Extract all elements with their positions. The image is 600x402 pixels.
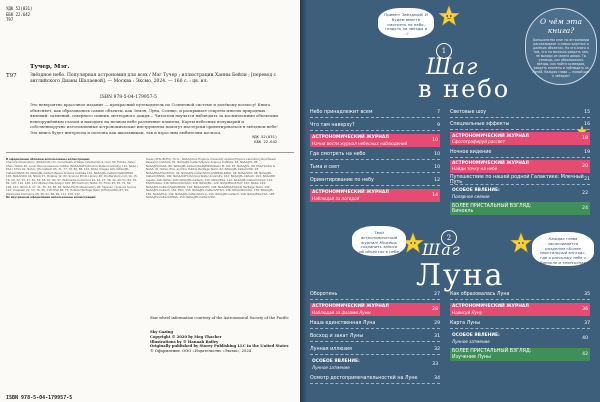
right-page-contents xyxy=(300,0,600,402)
toc-entry-heading: ОСОБОЕ ЯВЛЕНИЕ: xyxy=(312,359,360,365)
bbk-right-line: ББК 22.642 xyxy=(254,138,278,144)
chapter-2-title: Луна xyxy=(416,258,505,293)
toc-page-number: 35 xyxy=(584,292,590,297)
toc-entry-title: Оборотень xyxy=(310,292,338,297)
toc-entry-title: Осмотр достопримечательностей на Луне xyxy=(310,376,418,381)
about-title: О чём эта книга? xyxy=(539,17,583,35)
toc-page-number: 42 xyxy=(582,352,588,357)
about-book-box xyxy=(525,8,597,85)
toc-entry-heading: БОЛЕЕ ПРИСТАЛЬНЫЙ ВЗГЛЯД: xyxy=(452,203,532,209)
divider xyxy=(6,152,294,153)
toc-page-number: 12 xyxy=(434,178,440,183)
toc-entry-subtitle: Лунное затмение xyxy=(452,338,490,344)
toc-page-number: 40 xyxy=(582,336,588,341)
toc-page-number: 22 xyxy=(582,191,588,197)
toc-entry-heading: АСТРОНОМИЧЕСКИЙ ЖУРНАЛ xyxy=(312,190,389,196)
toc-page-number: 10 xyxy=(434,165,440,170)
toc-entry-subtitle: Нарисуй Луну xyxy=(452,309,483,315)
design-copyright-line: © Оформление. ООО «Издательство «Эксмо», 2024 xyxy=(150,349,252,354)
toc-entry-title xyxy=(452,188,500,198)
toc-entry xyxy=(450,160,590,173)
star-wheel-credit: Star wheel information courtesy of the Astronomical Society of the Pacific xyxy=(150,316,289,320)
author-code-line: Т97 xyxy=(6,17,14,22)
toc-entry-title xyxy=(452,134,529,144)
toc-entry xyxy=(310,150,440,160)
toc-entry-title xyxy=(452,161,529,171)
toc-entry xyxy=(310,189,440,202)
toc-entry-title: Где смотреть на небо xyxy=(310,152,366,157)
toc-entry-title xyxy=(312,304,389,314)
author-name: Тучер, Мэг. xyxy=(30,64,70,70)
toc-page-number: 14 xyxy=(432,193,438,198)
toc-entry xyxy=(310,121,440,131)
udk-block-right xyxy=(252,135,277,144)
toc-page-number: 24 xyxy=(582,206,588,212)
toc-entry-title: Лунная иллюзия xyxy=(310,347,352,352)
book-spine-shadow xyxy=(300,0,307,402)
toc-entry-title: Путешествие по нашей родной Галактике: Млечный Путь xyxy=(450,174,584,185)
toc-entry xyxy=(310,108,440,118)
toc-page-number: 16 xyxy=(584,122,590,128)
toc-page-number: 7 xyxy=(437,110,440,115)
toc-entry-subtitle: Наблюдай за погодой xyxy=(312,195,360,201)
toc-entry-title: Световые шоу xyxy=(450,110,487,115)
toc-entry-title: Небо принадлежит всем xyxy=(310,110,373,115)
toc-entry xyxy=(310,176,440,186)
toc-entry xyxy=(310,319,440,329)
illustrations-line: Illustrations by © Hannah Bailey xyxy=(150,339,219,344)
toc-entry-title: Карта Луны xyxy=(450,321,481,326)
toc-entry-subtitle: Полярное сияние xyxy=(452,193,490,199)
toc-page-number: 27 xyxy=(434,292,440,297)
toc-entry xyxy=(310,134,440,147)
toc-page-number: 18 xyxy=(582,136,588,142)
toc-entry-heading: АСТРОНОМИЧЕСКИЙ ЖУРНАЛ xyxy=(452,133,529,139)
toc-entry-title xyxy=(312,135,407,145)
speech-bubble-journal: Твой астрономический журнал! Можешь сохранить записи об объектах в небе xyxy=(352,226,406,256)
toc-page-number: 31 xyxy=(434,334,440,339)
toc-entry-title: Тьма и свет xyxy=(310,165,340,170)
toc-page-number: 21 xyxy=(584,177,590,182)
credits-text-2: Texas (STSL/ELFN), 79 t.l.: NASA/Johns Hopkins University Applied Physics Laboratory/Southwest Research Institute; 81: NASA/JPL-Caltech/Space Science Institute; 83: NASA/JPL; 85: NASA/JPL/USGS; 86: NASA/JPL-Caltech/SwRI/MSSS/Kevin M. Gill; 87: NASA/JPL; 90: ESA/Hubble & NASA; 91: NASA, ESA, and the Hubble Heritage Team; 92: NASA/JPL-Caltech/SSI; 93: NASA/ESA/CSA/STScI; 94: NASA/JPL-Caltech/UCLA/MPS/DLR/IDA; 96: NASA/SDO; 98: NASA/JPL-Caltech/MSSS; 100: NASA/GSFC/Arizona State University; 102: NASA/JPL-Caltech; 104: NASA/Bill Ingalls; 106: NASA; 108: NASA/JPL-Caltech; 110: NASA/ESA; 112: NASA/JPL-Caltech/UCLA; 114: ESA/Hubble; 116: NASA/CXC/SAO; 118: NASA/JPL; 120: NASA/ESA/STScI; 122: NASA; 124: NASA/JPL-Caltech/SwRI/MSSS; 126: NASA/GSFC; 128: NASA/ESA/Hubble Heritage Team; 130: NASA/JPL-Caltech; 132: ESO; 134: NASA/JPL-Caltech/STScI; 136: NASA/SDO/AIA; 138: NASA/JPL; 140: NASA/ESA; 142: NASA/JPL-Caltech/UCLA; 144: NASA/JPL-Caltech; 146: NASA/ESA/CSA; 148: NASA/JPL-Caltech/MSSS; 150: NASA/JPL-Caltech/SSI. xyxy=(146,158,276,199)
speech-bubble-closer-look: Каждая глава заканчивается разделом «Более пристальный взгляд», где я расскажу тебе о бинокле и телескопах xyxy=(532,232,594,266)
toc-page-number: 36 xyxy=(582,307,588,312)
udk-line: УДК 52(031) xyxy=(6,6,33,11)
toc-page-number: 28 xyxy=(432,307,438,312)
toc-entry xyxy=(310,303,440,316)
toc-entry-title: Что там наверху? xyxy=(310,123,355,128)
toc-entry xyxy=(310,345,440,355)
toc-entry xyxy=(310,290,440,300)
toc-entry-title: Ночное видение xyxy=(450,149,492,155)
credits-column-1 xyxy=(6,158,138,358)
toc-entry xyxy=(450,303,590,316)
toc-page-number: 10 xyxy=(434,152,440,157)
toc-page-number: 9 xyxy=(437,123,440,128)
chapter-2-number: 2 xyxy=(441,230,457,246)
toc-page-number: 33 xyxy=(432,362,438,367)
toc-entry-subtitle: Лунное затмение xyxy=(312,364,350,370)
toc-entry-subtitle: Начни вести журнал небесных наблюдений xyxy=(312,140,408,146)
toc-page-number: 20 xyxy=(582,163,588,169)
credits-heading-cover: В оформлении обложки использованы иллюстрации: xyxy=(6,158,90,161)
credits-heading-inner: Во внутреннем оформлении использованы иллюстрации: xyxy=(6,194,97,199)
toc-entry-subtitle: Найди точку на небе xyxy=(452,166,498,172)
toc-page-number: 29 xyxy=(434,321,440,326)
toc-entry-title xyxy=(452,333,500,343)
book-annotation: Это невероятно красочное издание — прекрасный путеводитель по Солнечной системе и далёкому космосу! Книга объясняет, как образовались самые объекты, как Земля, Луна, Солнце, и раскрывает секреты многих природных явлений: затмений, северного сияния, метеорного дождя... Читатели научатся наблюдать за космическими объектами невооружённым глазом и находить на ночном небе различные планеты. Карты небесных полушарий и собственноручно изготовленные астрономические инструменты помогут мастерски ориентироваться в звёздном небе! Эта книга будет интересна и полезна как школьникам, так и взрослым любителям космоса. xyxy=(30,102,279,135)
isbn-bottom: ISBN 978-5-04-179957-5 xyxy=(6,395,73,401)
toc-entry-heading: ОСОБОЕ ЯВЛЕНИЕ: xyxy=(452,333,500,339)
isbn-inline: ISBN 978-5-04-179957-5 xyxy=(100,95,157,100)
toc-entry xyxy=(450,348,590,361)
chapter-1-title: в небо xyxy=(418,75,511,103)
chapter-1-number: 1 xyxy=(436,43,452,59)
toc-entry xyxy=(450,120,590,130)
star-mascot-icon xyxy=(438,5,460,27)
copyright-line: Copyright © 2020 by Meg Thacher xyxy=(150,334,222,339)
toc-entry-heading: ОСОБОЕ ЯВЛЕНИЕ: xyxy=(452,188,500,194)
udk-block xyxy=(6,6,33,23)
chapter-2-label: Шаг xyxy=(422,240,461,259)
toc-page-number: 10 xyxy=(432,138,438,143)
about-text: Большинство книг по астрономии рассказывают о самых крупных и далёких объектах. Но эта книга о том, что ты можешь увидеть сам, не выходя из своего двора. Ты узнаешь, как образовались звёзды, как найти созвездия, увидеть планеты и наблюдать за Луной. Каждая глава — новый шаг к звёздам! xyxy=(532,38,590,78)
toc-entry xyxy=(310,163,440,173)
toc-entry xyxy=(450,108,590,118)
toc-entry-heading: АСТРОНОМИЧЕСКИЙ ЖУРНАЛ xyxy=(312,135,389,141)
toc-entry-heading: БОЛЕЕ ПРИСТАЛЬНЫЙ ВЗГЛЯД: xyxy=(452,349,532,355)
credits-text-1: Chandra Observatory (NASA/CXC) 21, Coral Reefs of Palau (Shutterstock.com) 30, Fotolia, Helen Shao / NASA 46, Lunar Reconnaissance Orbiter (NASA/GSFC/Arizona State University) 113, NASA / ESA / STScI 62, NASA / JPL-Caltech 65, 71, 77, 78, 86, 88, 104, NASA Images 100, NASA/JPL-Caltech/MSSS 99, NASA/JPL-Caltech/Space Science Institute 101, NASA/JPL-Caltech/SwRI/MSSS 103, NASA/SDO 44, NOAA 47, Pixabay 12, 60, Science Photo Library 28, Shutterstock.com 14, 15, 16, 19, 32, 33, 37, 40, 52, 56, 67, 94, 97, Wikimedia Commons 24, 26, 27, 38, 42, 49, 51, 64, 76, 82, 107, 110, 126, 134; Nielsen MacGregor 106; Bill Dunford / NASA 70; Flickr 45, 55, 72, 84, 109, 121; iStock 8, 17, 21, 35, 44, 58, 62; NASA Earth Observatory 46; Skyscan / Science Source 112; Unsplash 22, 53, 76, 95, 118; ESO 68, 74; Hubble Heritage Team (STScI/AURA) 63, 92; Wikimedia Commons 28, 36, 42, 88, 96, 111, 130, 142. xyxy=(6,160,138,196)
toc-entry-title: Ориентирование по небу xyxy=(310,178,374,183)
credits-footer xyxy=(150,316,298,321)
toc-entry-title: Как образовалась Луна xyxy=(450,292,510,297)
toc-entry-title: Восход и закат Луны xyxy=(310,334,364,339)
speech-bubble-intro: Привет! Звёздный! И будем вместе смотреть на небо, глядеть на звезды и ...! xyxy=(378,8,434,38)
toc-entry-heading: АСТРОНОМИЧЕСКИЙ ЖУРНАЛ xyxy=(452,161,529,167)
toc-page-number: 19 xyxy=(584,149,590,155)
toc-entry-title xyxy=(312,190,389,200)
copyright-block xyxy=(150,330,298,354)
toc-entry-title xyxy=(312,359,360,369)
toc-entry xyxy=(310,374,440,384)
original-title: Sky Gazing xyxy=(150,330,173,334)
toc-entry-title xyxy=(452,304,529,314)
author-code: Т97 xyxy=(6,73,17,79)
toc-entry xyxy=(450,175,590,185)
toc-page-number: 15 xyxy=(584,110,590,115)
toc-page-number: 34 xyxy=(434,376,440,381)
toc-entry xyxy=(450,290,590,300)
chapter-1-label: Шаг xyxy=(426,55,479,80)
toc-entry xyxy=(450,132,590,145)
toc-entry-subtitle: Изучение Луны xyxy=(452,354,491,360)
toc-page-number: 37 xyxy=(584,321,590,326)
toc-entry xyxy=(310,358,440,371)
toc-entry-title: Специальные эффекты xyxy=(450,122,510,128)
toc-entry-title xyxy=(452,204,531,214)
toc-entry-subtitle: Бинокль xyxy=(452,208,474,214)
toc-entry xyxy=(450,148,590,158)
toc-entry-subtitle: Сфотографируй рассвет xyxy=(452,138,506,144)
toc-entry-heading: АСТРОНОМИЧЕСКИЙ ЖУРНАЛ xyxy=(312,304,389,310)
toc-entry xyxy=(450,332,590,345)
udk-right-line: УДК 52(031) xyxy=(252,134,278,139)
toc-entry-title: Наша единственная Луна xyxy=(310,321,376,326)
toc-entry-heading: АСТРОНОМИЧЕСКИЙ ЖУРНАЛ xyxy=(452,304,529,310)
star-mascot-icon-3 xyxy=(510,232,532,254)
toc-page-number: 32 xyxy=(434,347,440,352)
toc-entry xyxy=(310,332,440,342)
toc-entry-subtitle: Наблюдай за фазами Луны xyxy=(312,309,371,315)
bbk-line: ББК 22.642 xyxy=(6,11,31,17)
credits-column-2 xyxy=(146,158,278,323)
toc-entry xyxy=(450,202,590,215)
toc-entry xyxy=(450,187,590,200)
toc-entry-title xyxy=(452,349,531,359)
toc-entry xyxy=(450,319,590,329)
bibliographic-record: Звёздное небо. Популярная астрономия для всех / Мэг Тучер ; иллюстрации Ханны Бейли ; [перевод с английского Дианы Шалаевой]. — Москва : Эксмо, 2024. — 160 с. : цв. ил. xyxy=(30,73,277,84)
publisher-line: Originally published by Storey Publishing LLC in the United States xyxy=(150,344,289,349)
